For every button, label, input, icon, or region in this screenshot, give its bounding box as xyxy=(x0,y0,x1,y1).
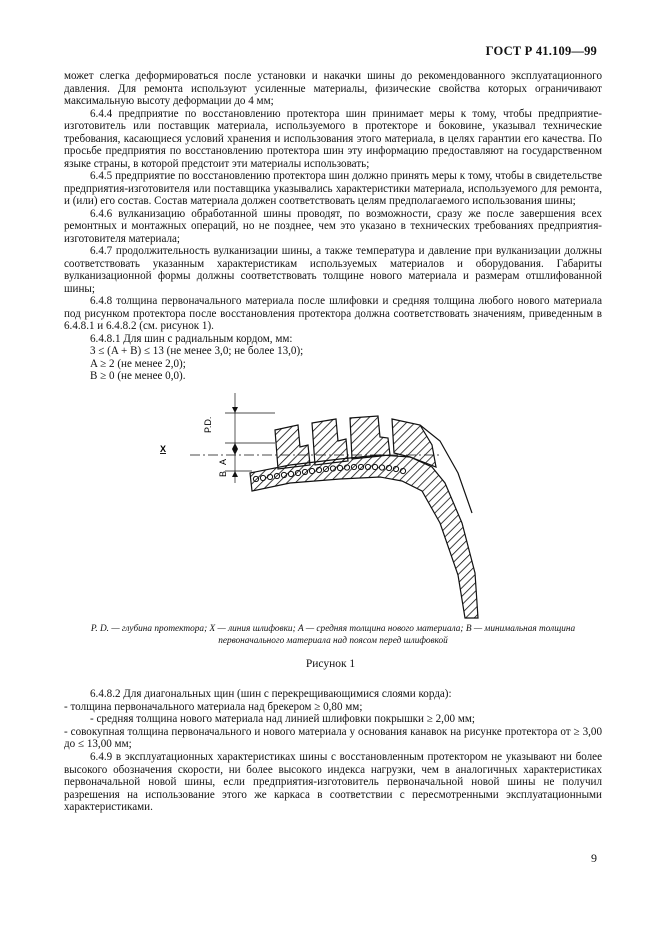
paragraph-6-4-4: 6.4.4 предприятие по восстановлению протектора шин принимает меры к тому, чтобы предприятие-изготовитель или поставщик материала, используемого в протекторе и боковине, указывал технические требования, касающиеся условий хранения и использования этого материала, в целях гарантии его качества. По просьбе предприятия по восстановлению протектора шин эту информацию предоставляют на государственном языке страны, в которой предстоит эти материалы использовать; xyxy=(64,107,602,170)
paragraph-6-4-8-1: 6.4.8.1 Для шин с радиальным кордом, мм: xyxy=(90,332,293,345)
tread-block-3 xyxy=(350,416,390,459)
tire-carcass xyxy=(250,455,478,618)
paragraph-6-4-6: 6.4.6 вулканизацию обработанной шины проводят, по возможности, сразу же после завершения всех ремонтных и монтажных операций, но не позднее, чем это указано в технических требованиях предприятия-изготовителя материала; xyxy=(64,207,602,245)
body-text-top xyxy=(64,70,602,383)
page-number: 9 xyxy=(591,851,597,865)
paragraph-6-4-7: 6.4.7 продолжительность вулканизации шины, а также температура и давление при вулканизации должны соответствовать указанным характеристикам используемых материалов и оборудования. Габариты вулканизационной формы должны соответствовать толщине нового материала и размерам отшлифованной шины; xyxy=(64,245,602,295)
tire-cross-section-figure xyxy=(140,383,540,623)
figure-caption: P. D. — глубина протектора; X — линия шлифовки; A — средняя толщина нового материала; B — минимальная толщина первоначального материала над поясом перед шлифовкой xyxy=(90,624,576,646)
list-item-2: - средняя толщина нового материала над линией шлифовки покрышки ≥ 2,00 мм; xyxy=(90,713,475,726)
list-item-3: - совокупная толщина первоначального и нового материала у основания канавок на рисунке протектора от ≥ 3,00 до ≤ 13,00 мм; xyxy=(64,725,602,751)
paragraph-6-4-5: 6.4.5 предприятие по восстановлению протектора шин должно принять меры к тому, чтобы в свидетельстве предприятия-изготовителя или поставщика указывались характеристики материала, используемого для ремонта, и (или) его состав. Состав материала должен соответствовать целям предполагаемого использования шины; xyxy=(64,170,602,207)
formula-b: B ≥ 0 (не менее 0,0). xyxy=(90,370,186,382)
label-b: B xyxy=(218,470,228,477)
document-header: ГОСТ Р 41.109—99 xyxy=(485,44,597,58)
tread-block-1 xyxy=(275,425,310,469)
paragraph-6-4-8-2: 6.4.8.2 Для диагональных щин (шин с перекрещивающимися слоями корда): xyxy=(90,688,452,700)
list-item-1: - толщина первоначального материала над брекером ≥ 0,80 мм; xyxy=(64,700,363,713)
formula-sum: 3 ≤ (A + B) ≤ 13 (не менее 3,0; не более 13,0); xyxy=(90,345,304,357)
label-x: X xyxy=(160,444,167,454)
body-text-bottom xyxy=(64,688,602,814)
paragraph-6-4-8: 6.4.8 толщина первоначального материала после шлифовки и средняя толщина любого нового материала под рисунком протектора после восстановления протектора должна соответствовать значениям, приведенным в 6.4.8.1 и 6.4.8.2 (см. рисунок 1). xyxy=(64,295,602,332)
formula-a: A ≥ 2 (не менее 2,0); xyxy=(90,357,186,370)
figure-title: Рисунок 1 xyxy=(305,658,356,670)
paragraph-6-4-9: 6.4.9 в эксплуатационных характеристиках шины с восстановленным протектором не указывают ни более высокого обозначения скорости, ни более высокого индекса нагрузки, чем в аналогичных характеристиках первоначальной новой шины, если предприятия-изготовитель первоначальной новой шины не получил разрешения на использование этого же каркаса в соответствии с пересмотренными эксплуатационными характеристиками. xyxy=(64,750,602,814)
tread-block-2 xyxy=(312,419,348,465)
label-a: A xyxy=(218,458,228,465)
paragraph-continuation: может слегка деформироваться после установки и накачки шины до рекомендованного эксплуатационного давления. Для ремонта используют усиленные материалы, физические свойства которых ограничивают максимальную высоту деформации до 4 мм; xyxy=(64,70,602,107)
label-pd: P.D. xyxy=(203,416,213,433)
